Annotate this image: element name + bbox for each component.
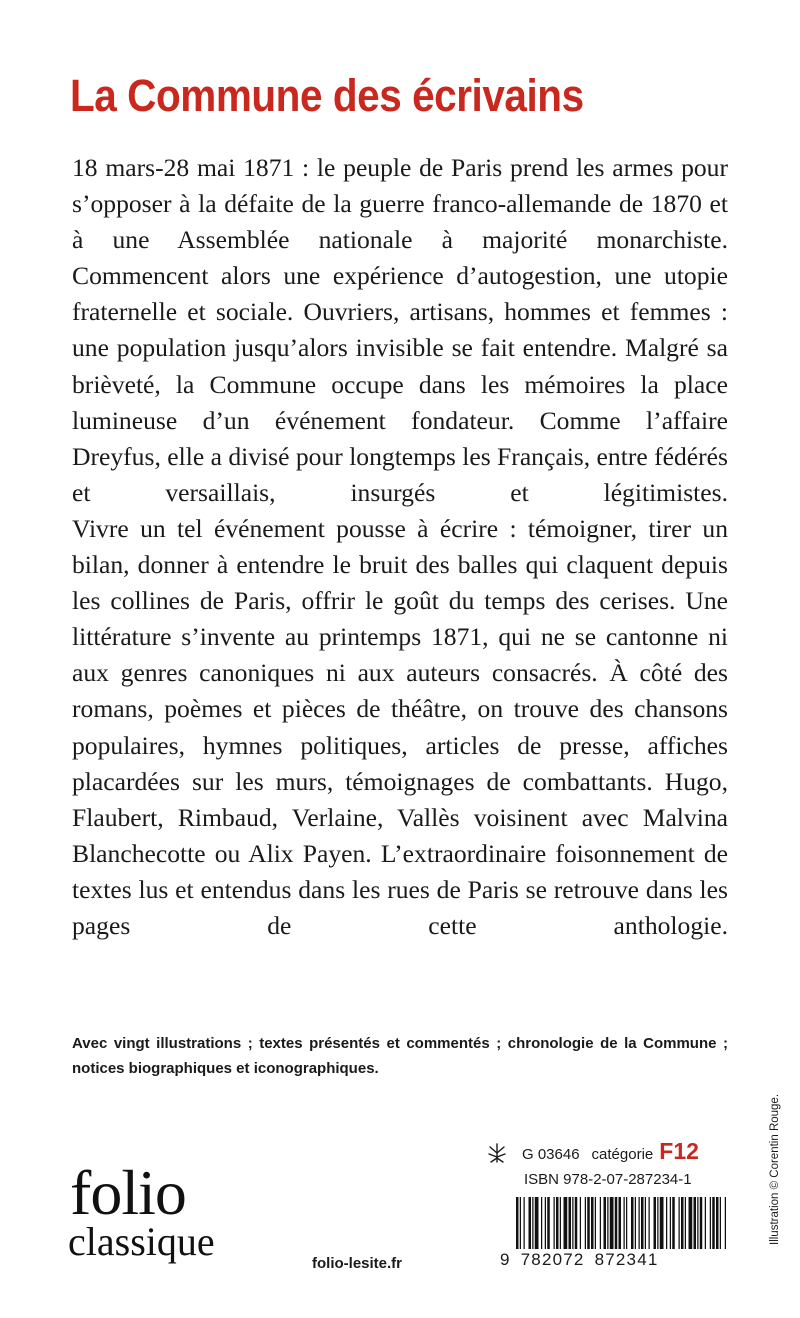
barcode-bar xyxy=(587,1197,590,1249)
barcode-bar xyxy=(725,1197,726,1249)
barcode-bar xyxy=(547,1197,550,1249)
barcode-bar xyxy=(591,1197,594,1249)
logo-folio-word: folio xyxy=(70,1157,186,1228)
barcode-lead-digit: 9 xyxy=(500,1250,511,1269)
barcode-bar xyxy=(600,1197,601,1249)
barcode-bar xyxy=(532,1197,533,1249)
barcode-bar xyxy=(520,1197,521,1249)
barcode-bar xyxy=(545,1197,546,1249)
logo-classique-word: classique xyxy=(68,1219,215,1264)
barcode-bar xyxy=(697,1197,698,1249)
barcode-bar xyxy=(631,1197,634,1249)
barcode-bar xyxy=(720,1197,721,1249)
barcode-bar xyxy=(666,1197,667,1249)
barcode-bar xyxy=(524,1197,525,1249)
barcode-bar xyxy=(635,1197,636,1249)
barcode-bar xyxy=(660,1197,664,1249)
barcode-bar xyxy=(529,1197,532,1249)
barcode-bar xyxy=(705,1197,706,1249)
barcode-digits xyxy=(500,1250,730,1270)
barcode-bar xyxy=(619,1197,622,1249)
illustration-credit: Illustration © Corentin Rouge. xyxy=(769,1093,781,1245)
barcode-bar xyxy=(535,1197,539,1249)
barcode-digits-group-2: 872341 xyxy=(594,1250,659,1269)
barcode-bar xyxy=(641,1197,644,1249)
barcode-bar xyxy=(657,1197,658,1249)
isbn-text: ISBN 978-2-07-287234-1 xyxy=(524,1171,692,1188)
publisher-emblem-icon xyxy=(486,1142,508,1164)
barcode-bar xyxy=(556,1197,559,1249)
barcode-graphic xyxy=(516,1197,728,1249)
barcode-bar xyxy=(560,1197,561,1249)
barcode-bar xyxy=(572,1197,573,1249)
barcode-bar xyxy=(639,1197,640,1249)
barcode-bar xyxy=(595,1197,596,1249)
website-link[interactable]: folio-lesite.fr xyxy=(312,1255,403,1272)
barcode-bar xyxy=(700,1197,703,1249)
blurb-paragraph-2: Vivre un tel événement pousse à écrire : témoigner, tirer un bilan, donner à entendre le bruit des balles qui claquent depuis les collines de Paris, offrir le goût du temps des cerises. Une littérature s’invente au printemps 1871, qui ne se cantonne ni aux genres canoniques ni aux auteurs consacrés. À côté des romans, poèmes et pièces de théâtre, on trouve des chansons populaires, hymnes politiques, articles de presse, affiches placardées sur les murs, témoignages de combattants. Hugo, Flaubert, Rimbaud, Verlaine, Vallès voisinent avec Malvina Blanchecotte ou Alix Payen. L’extraordinaire foisonnement de textes lus et entendus dans les rues de Paris se retrouve dans les pages de cette anthologie. xyxy=(72,513,728,940)
barcode-bar xyxy=(580,1197,581,1249)
barcode-bar xyxy=(679,1197,680,1249)
barcode-bar xyxy=(710,1197,711,1249)
barcode-bar xyxy=(624,1197,625,1249)
barcode-bar xyxy=(716,1197,719,1249)
barcode-bar xyxy=(554,1197,555,1249)
barcode-bar xyxy=(569,1197,572,1249)
catalog-info xyxy=(486,1138,728,1168)
price-category-code: F12 xyxy=(659,1138,699,1164)
barcode-bar xyxy=(689,1197,693,1249)
barcode-bar xyxy=(694,1197,697,1249)
book-title: La Commune des écrivains xyxy=(70,70,584,121)
blurb-paragraph-1: 18 mars-28 mai 1871 : le peuple de Paris prend les armes pour s’opposer à la défaite de la guerre franco-allemande de 1870 et à une Assemblée nationale à majorité monarchiste. Commencent alors une expérience d’autogestion, une utopie fraternelle et sociale. Ouvriers, artisans, hommes et femmes : une population jusqu’alors invisible se fait entendre. Malgré sa brièveté, la Commune occupe dans les mémoires la place lumineuse d’un événement fondateur. Comme l’affaire Dreyfus, elle a divisé pour longtemps les Français, entre fédérés et versaillais, insurgés et légitimistes. xyxy=(72,153,728,507)
barcode-bar xyxy=(564,1197,568,1249)
barcode-bar xyxy=(712,1197,715,1249)
folio-classique-logo xyxy=(68,1157,215,1264)
barcode-bar xyxy=(541,1197,542,1249)
barcode-digits-group-1: 782072 xyxy=(520,1250,585,1269)
barcode-bar xyxy=(516,1197,519,1249)
barcode-bar xyxy=(626,1197,627,1249)
barcode-bar xyxy=(610,1197,614,1249)
barcode-bar xyxy=(575,1197,578,1249)
contents-note: Avec vingt illustrations ; textes présentés et commentés ; chronologie de la Commune ; notices biographiques et iconographiques. xyxy=(72,1035,728,1077)
barcode-bar xyxy=(615,1197,618,1249)
barcode-bar xyxy=(654,1197,657,1249)
barcode-bar xyxy=(672,1197,675,1249)
barcode-bar xyxy=(670,1197,671,1249)
barcode-bar xyxy=(585,1197,586,1249)
barcode-bar xyxy=(649,1197,650,1249)
category-label: catégorie xyxy=(591,1146,654,1163)
catalog-code: G 03646 xyxy=(522,1146,580,1163)
barcode-bar xyxy=(645,1197,646,1249)
back-cover-blurb xyxy=(72,150,728,944)
barcode-bar xyxy=(681,1197,684,1249)
barcode-bar xyxy=(607,1197,608,1249)
barcode-bar xyxy=(685,1197,686,1249)
barcode-bar xyxy=(604,1197,607,1249)
